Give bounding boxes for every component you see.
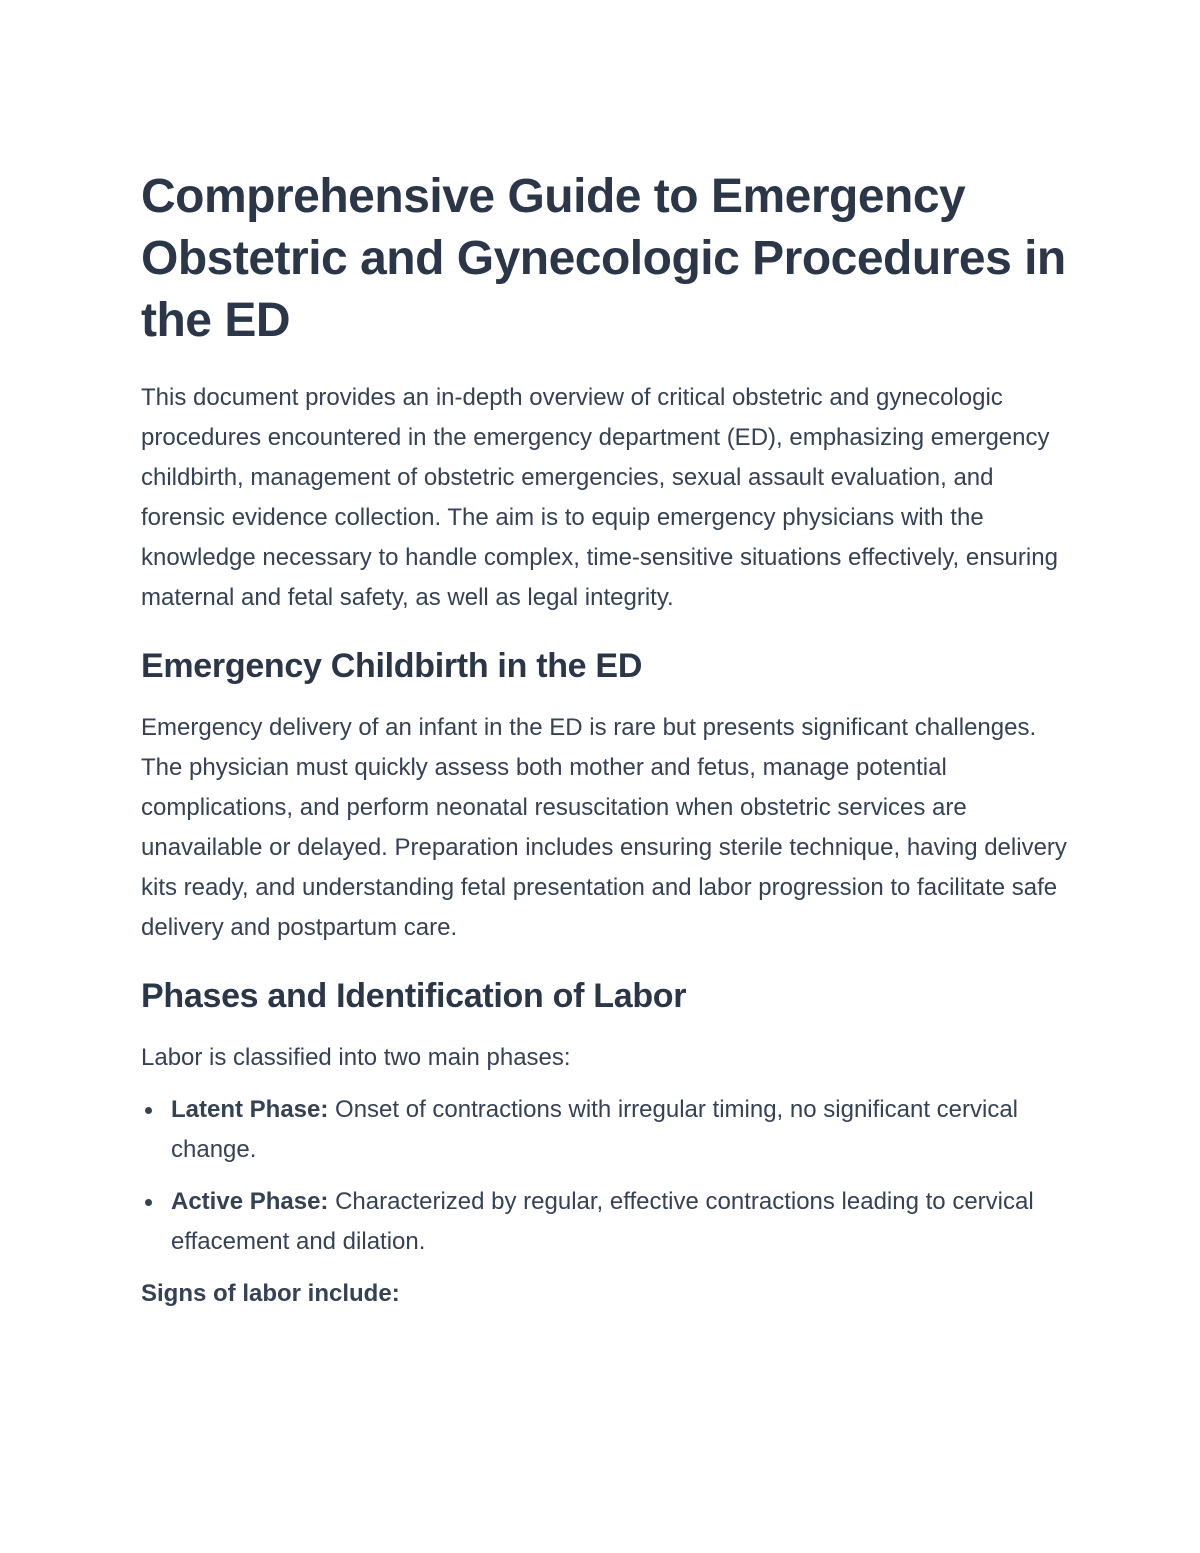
list-item-text: Onset of contractions with irregular timing, no significant cervical change. [171,1096,1018,1163]
list-item-term: Latent Phase: [171,1096,329,1123]
section-heading-phases-of-labor: Phases and Identification of Labor [141,977,687,1015]
bullet-icon [145,1199,152,1206]
bullet-icon [145,1107,152,1114]
labor-phases-list [141,1090,1071,1262]
intro-paragraph: This document provides an in-depth overview of critical obstetric and gynecologic procedures encountered in the emergency department (ED), emphasizing emergency childbirth, management of obstetric emergencies, sexual assault evaluation, and forensic evidence collection. The aim is to equip emergency physicians with the knowledge necessary to handle complex, time-sensitive situations effectively, ensuring maternal and fetal safety, as well as legal integrity. [141,384,1058,611]
document-page [141,166,1071,1314]
list-item [141,1090,1071,1170]
section-paragraph-phases-of-labor: Labor is classified into two main phases: [141,1044,571,1071]
section-heading-emergency-childbirth: Emergency Childbirth in the ED [141,647,643,685]
list-item-term: Active Phase: [171,1188,329,1215]
section-paragraph-emergency-childbirth: Emergency delivery of an infant in the ED is rare but presents significant challenges. The physician must quickly assess both mother and fetus, manage potential complications, and perform neonatal resuscitation when obstetric services are unavailable or delayed. Preparation includes ensuring sterile technique, having delivery kits ready, and understanding fetal presentation and labor progression to facilitate safe delivery and postpartum care. [141,714,1067,941]
page-title: Comprehensive Guide to Emergency Obstetric and Gynecologic Procedures in the ED [141,170,1066,347]
list-item [141,1182,1071,1262]
list-item-text: Characterized by regular, effective contractions leading to cervical effacement and dilation. [171,1188,1034,1255]
signs-of-labor-subheading: Signs of labor include: [141,1280,400,1307]
